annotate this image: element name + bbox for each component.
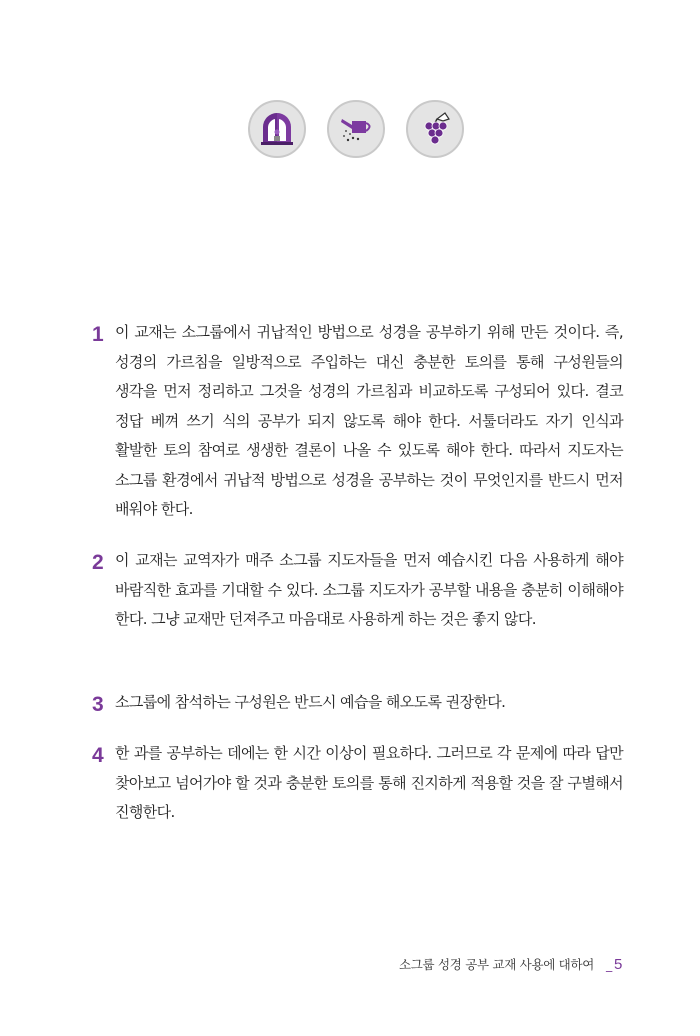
window-flower-icon [248, 100, 306, 158]
item-text: 소그룹에 참석하는 구성원은 반드시 예습을 해오도록 권장한다. [115, 693, 506, 711]
item-number: 4 [92, 744, 104, 767]
item-number: 1 [92, 323, 104, 346]
page-footer [399, 955, 622, 977]
item-number: 3 [92, 693, 104, 716]
item-text: 한 과를 공부하는 데에는 한 시간 이상이 필요하다. 그러므로 각 문제에 따라 답만 찾아보고 넘어가야 할 것과 충분한 토의를 통해 진지하게 적용할 것을 잘 구별해서 진행한다. [115, 744, 623, 821]
item-text: 이 교재는 소그룹에서 귀납적인 방법으로 성경을 공부하기 위해 만든 것이다. 즉, 성경의 가르침을 일방적으로 주입하는 대신 충분한 토의를 통해 구성원들의 생각을 먼저 정리하고 그것을 성경의 가르침과 비교하도록 구성되어 있다. 결코 정답 베껴 쓰기 식의 공부가 되지 않도록 해야 한다. 서툴더라도 자기 인식과 활발한 토의 참여로 생생한 결론이 나올 수 있도록 해야 한다. 따라서 지도자는 소그룹 환경에서 귀납적 방법으로 성경을 공부하는 것이 무엇인지를 반드시 먼저 배워야 한다. [115, 323, 623, 518]
icon-row [0, 100, 700, 162]
footer-separator: _ [606, 957, 612, 972]
footer-title: 소그룹 성경 공부 교재 사용에 대하여 [399, 957, 594, 972]
grapes-icon [406, 100, 464, 158]
item-text: 이 교재는 교역자가 매주 소그룹 지도자들을 먼저 예습시킨 다음 사용하게 해야 바람직한 효과를 기대할 수 있다. 소그룹 지도자가 공부할 내용을 충분히 이해해야 한다. 그냥 교재만 던져주고 마음대로 사용하게 하는 것은 좋지 않다. [115, 551, 623, 628]
watering-can-icon [327, 100, 385, 158]
page-number: 5 [613, 956, 622, 973]
item-number: 2 [92, 551, 104, 574]
